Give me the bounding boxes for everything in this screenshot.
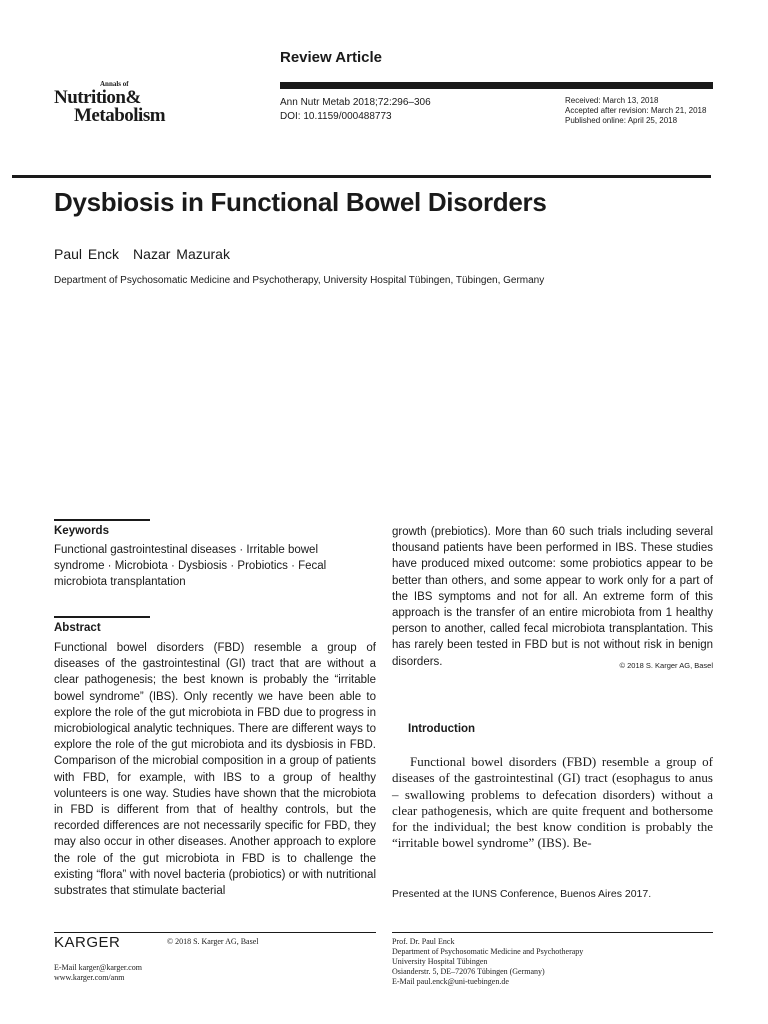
- introduction-text: [392, 754, 713, 852]
- doi[interactable]: DOI: 10.1159/000488773: [280, 111, 392, 122]
- dates-block: [565, 96, 706, 126]
- corresp-email[interactable]: E-Mail paul.enck@uni-tuebingen.de: [392, 977, 509, 986]
- received-date: Received: March 13, 2018: [565, 96, 659, 105]
- corresp-dept: Department of Psychosomatic Medicine and Psychotherapy: [392, 947, 584, 956]
- citation-block: [280, 96, 431, 124]
- header-rule: [280, 82, 713, 89]
- article-title: Dysbiosis in Functional Bowel Disorders: [54, 187, 547, 217]
- abstract-continued: [392, 524, 713, 674]
- abstract-continued-text: growth (prebiotics). More than 60 such trials including several thousand patients have been performed in IBS. These studies have produced mixed outcome: some probiotics appear to be better than others, and some appear to work only for a part of the IBS symptoms and not for all. An extreme form of this approach is the transfer of an entire microbiota from 1 healthy person to another, called fecal microbiota transplantation. This has rarely been tested in FBD but is not without risk in benign disorders.: [392, 526, 713, 668]
- correspondence-block: [392, 937, 583, 987]
- author: Paul Enck: [54, 246, 120, 262]
- footer-copyright: © 2018 S. Karger AG, Basel: [167, 937, 259, 946]
- abstract-copyright: © 2018 S. Karger AG, Basel: [619, 660, 713, 670]
- accepted-date: Accepted after revision: March 21, 2018: [565, 106, 707, 115]
- title-rule: [12, 175, 711, 178]
- abstract-text: Functional bowel disorders (FBD) resemble a group of diseases of the gastrointestinal (GI) tract that are without a clear pathogenesis; the best known is probably the “irritable bowel syndrome” (IBS). Only recently we have been able to explore the role of the gut microbiota in FBD due to progress in microbiological analytic techniques. There are different ways to explore the role of the gut microbiota and its dysbiosis in FBD. Comparison of the microbial composition in a group of patients with FBD, for example, with IBS to a group of healthy volunteers is one way. Studies have shown that the microbiota in FBD is different from that of healthy controls, but the recorded differences are not necessarily specific for FBD, they may also occur in other diseases. Another approach to explore the role of the gut microbiota in FBD is to challenge the existing “flora” with novel bacteria (probiotics) or with nutritional substrates that stimulate bacterial: [54, 642, 376, 898]
- abstract-rule: [54, 616, 150, 618]
- author: Nazar Mazurak: [133, 246, 230, 262]
- citation: Ann Nutr Metab 2018;72:296–306: [280, 97, 431, 108]
- keywords-text: Functional gastrointestinal diseases · Irritable bowel syndrome · Microbiota · Dysbiosis · Probiotics · Fecal microbiota transplantation: [54, 544, 327, 588]
- logo-metabolism: Metabolism: [74, 105, 166, 126]
- author-list: [54, 246, 230, 262]
- introduction-heading: Introduction: [408, 723, 476, 735]
- footer-rule-left: [54, 932, 376, 933]
- keywords-rule: [54, 519, 150, 521]
- logo-nutrition: Nutrition&: [54, 87, 141, 108]
- corresp-name: Prof. Dr. Paul Enck: [392, 937, 455, 946]
- publisher-logo: KARGER: [54, 934, 121, 951]
- corresp-address: Osianderstr. 5, DE–72076 Tübingen (Germany): [392, 967, 545, 976]
- publisher-website[interactable]: www.karger.com/anm: [54, 973, 125, 982]
- published-date: Published online: April 25, 2018: [565, 116, 678, 125]
- presented-note: Presented at the IUNS Conference, Buenos Aires 2017.: [392, 888, 652, 900]
- keywords-heading: Keywords: [54, 525, 109, 537]
- article-type: Review Article: [280, 49, 382, 66]
- publisher-email[interactable]: E-Mail karger@karger.com: [54, 963, 142, 972]
- abstract-heading: Abstract: [54, 622, 101, 634]
- publisher-contact: [54, 963, 142, 983]
- affiliation: Department of Psychosomatic Medicine and Psychotherapy, University Hospital Tübingen, Tübingen, Germany: [54, 275, 545, 286]
- introduction-paragraph: Functional bowel disorders (FBD) resemble a group of diseases of the gastrointestinal (GI) tract (esophagus to anus – swallowing problems to defecation disorders) without a clear pathogenesis, which are quite frequent and bothersome for the individual; the best know condition is probably the “irritable bowel syndrome” (IBS). Be-: [392, 754, 713, 851]
- corresp-institution: University Hospital Tübingen: [392, 957, 488, 966]
- footer-rule-right: [392, 932, 713, 933]
- logo-annals: Annals of: [100, 80, 129, 88]
